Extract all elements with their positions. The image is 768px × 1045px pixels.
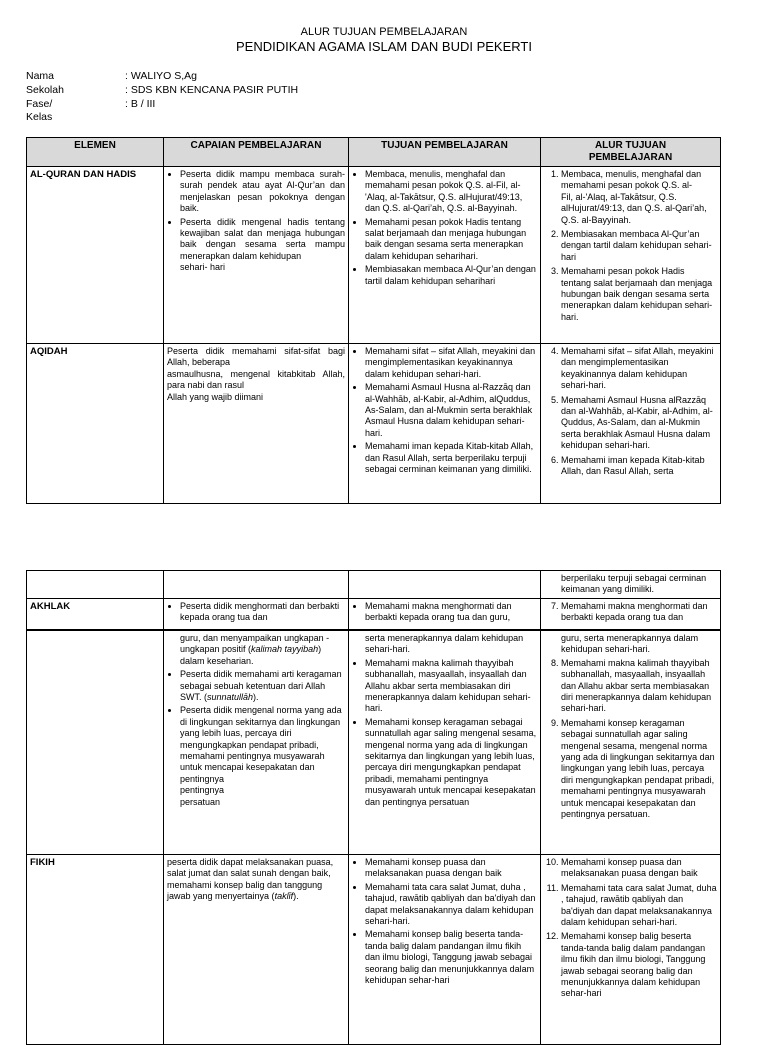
cp-akhlak: [164, 598, 349, 629]
empty-cell: [27, 631, 164, 855]
list-item: 11. Memahami tata cara salat Jumat, duha , tahajud, rawātib qabliyah dan ba'diyah dan dapat melaksanakannya dalam kehidupan sehari-hari.: [561, 883, 717, 929]
text-italic: sunnatullāh: [207, 692, 254, 703]
header-capaian: CAPAIAN PEMBELAJARAN: [164, 138, 349, 167]
text-italic: kalimah tayyibah: [251, 644, 319, 655]
table-row-fikih: [27, 855, 721, 1045]
kelas-label: Kelas: [26, 111, 53, 123]
text-span: ).: [253, 692, 259, 703]
nama-label: Nama: [26, 70, 55, 82]
list-item: • Peserta didik mampu membaca surah-surah pendek atau ayat Al-Qur’an dan menjelaskan pesan pokoknya dengan baik.: [180, 169, 345, 215]
list-item: • Memahami makna menghormati dan berbakti kepada orang tua dan guru,: [365, 601, 537, 624]
tp-aqidah: [349, 344, 541, 504]
elemen-alquran: AL-QURAN DAN HADIS: [27, 167, 164, 344]
list-item: • Memahami iman kepada Kitab-kitab Allah, dan Rasul Allah, serta berperilaku terpuji sebagai cerminan keimanan yang dimiliki.: [365, 441, 537, 475]
fase-label: Fase/: [26, 98, 53, 110]
text-span: Peserta didik memahami arti keragaman sebagai sebuah ketentuan dari Allah SWT. (: [180, 669, 342, 703]
elemen-aqidah: AQIDAH: [27, 344, 164, 504]
list-item: 4. Memahami sifat – sifat Allah, meyakini dan mengimplementasikan keyakinannya dalam kehidupan sehari-hari.: [561, 346, 717, 392]
list-item: [180, 669, 345, 703]
atp-table-page3: [26, 630, 721, 1045]
tp-akhlak: [349, 598, 541, 629]
text-span: ) dalam keseharian.: [180, 644, 322, 666]
fase-value: : B / III: [125, 98, 156, 110]
list-item: 8. Memahami makna kalimah thayyibah subhanallah, masyaallah, insyaallah dan Allahu akbar serta membiasakan diri menerapkannya dalam kehidupan sehari-hari.: [561, 658, 717, 715]
list-item: • Memahami Asmaul Husna al-Razzāq dan al-Wahhāb, al-Kabir, al-Adhim, alQuddus, As-Salam, dan al-Mukmin serta berakhlak Asmaul Husna dalam kehidupan sehari-hari.: [365, 382, 537, 439]
list-item: • Membaca, menulis, menghafal dan memahami pesan pokok Q.S. al-Fil, al-'Alaq, al-Takātsur, Q.S. alHujurat/49:13, dan Q.S. al-Qari’ah, Q.S. al-Bayyinah.: [365, 169, 537, 215]
empty-cell: [164, 571, 349, 599]
list-item: 1. Membaca, menulis, menghafal dan memahami pesan pokok Q.S. al- Fil, al-'Alaq, al-Takātsur, Q.S. alHujurat/49:13, dan Q.S. al-Qari’ah, Q.S. al-Bayyinah.: [561, 169, 717, 226]
list-item: 2. Membiasakan membaca Al-Qur’an dengan tartil dalam kehidupan sehari-hari: [561, 229, 717, 263]
list-item: • Memahami sifat – sifat Allah, meyakini dan mengimplementasikan keyakinannya dalam kehidupan sehari-hari.: [365, 346, 537, 380]
list-item: • Memahami konsep keragaman sebagai sunnatullah agar saling mengenal sesama, mengenal norma yang ada di lingkungan sekitarnya dan lingkungan yang lebih luas, percaya diri mengungkapkan pendapat pribadi, memahami pentingnya musyawarah untuk mencapai kesepakatan dan pentingnya persatuan: [365, 717, 537, 808]
list-item: • Memahami konsep balig beserta tanda-tanda balig dalam pandangan ilmu fikih dan ilmu biologi, Tanggung jawab sebagai seorang balig dan menunjukkannya dalam kehidupan sehar-hari: [365, 929, 537, 986]
atp-aqidah: [541, 344, 721, 504]
list-item: 9. Memahami konsep keragaman sebagai sunnatullah agar saling mengenal sesama, mengenal norma yang ada di lingkungan sekitarnya dan lingkungan yang lebih luas, percaya diri mengungkapkan pendapat pribadi, memahami pentingnya musyawarah untuk mencapai kesepakatan dan pentingnya persatuan.: [561, 718, 717, 821]
info-sekolah: [26, 83, 298, 97]
list-item: 7. Memahami makna menghormati dan berbakti kepada orang tua dan: [561, 601, 717, 624]
atp-akhlak-intro: guru, serta menerapkannya dalam kehidupan sehari-hari.: [561, 633, 699, 655]
list-item: • Membiasakan membaca Al-Qur’an dengan tartil dalam kehidupan seharihari: [365, 264, 537, 287]
elemen-akhlak: AKHLAK: [27, 598, 164, 629]
nama-value: : WALIYO S,Ag: [125, 70, 197, 82]
list-item: • Peserta didik mengenal norma yang ada di lingkungan sekitarnya dan lingkungan yang lebih luas, percaya diri mengungkapkan pendapat pribadi, memahami pentingnya musyawarah untuk mencapai kesepakatan dan pentingnya pentingnya persatuan: [180, 705, 345, 808]
atp-alquran: [541, 167, 721, 344]
list-item: • Memahami makna kalimah thayyibah subhanallah, masyaallah, insyaallah dan Allahu akbar serta membiasakan diri menerapkannya dalam kehidupan sehari-hari.: [365, 658, 537, 715]
header-tujuan: TUJUAN PEMBELAJARAN: [349, 138, 541, 167]
atp-table-page1: [26, 137, 721, 504]
atp-akhlak: [541, 598, 721, 629]
tp-akhlak-intro: serta menerapkannya dalam kehidupan sehari-hari.: [365, 633, 524, 655]
cp-akhlak-continued: [164, 631, 349, 855]
list-item: • Peserta didik mengenal hadis tentang kewajiban salat dan menjaga hubungan baik dengan sesama serta mampu menerapkan dalam kehidupan sehari- hari: [180, 217, 345, 274]
text-span: guru, dan menyampaikan ungkapan - ungkapan positif (: [180, 633, 330, 655]
empty-cell: [349, 571, 541, 599]
text-span: peserta didik dapat melaksanakan puasa, salat jumat dan salat sunah dengan baik, memahami konsep balig dan tanggung jawab yang menyertainya (: [167, 857, 334, 902]
list-item: 12. Memahami konsep balig beserta tanda-tanda balig dalam pandangan ilmu fikih dan ilmu biologi, Tanggung jawab sebagai seorang balig dan menunjukkannya dalam kehidupan sehar-hari: [561, 931, 717, 999]
list-item: 6. Memahami iman kepada Kitab-kitab Allah, dan Rasul Allah, serta: [561, 455, 717, 478]
table-row-aqidah: [27, 344, 721, 504]
info-kelas: [26, 110, 125, 124]
list-item: • Memahami pesan pokok Hadis tentang salat berjamaah dan menjaga hubungan baik dengan sesama serta menerapkan dalam kehidupan seharihari.: [365, 217, 537, 263]
table-row-akhlak: [27, 598, 721, 629]
text-span: ).: [293, 891, 299, 902]
atp-aqidah-continued: berperilaku terpuji sebagai cerminan keimanan yang dimiliki.: [541, 571, 721, 599]
atp-fikih: [541, 855, 721, 1045]
list-item: 10. Memahami konsep puasa dan melaksanakan puasa dengan baik: [561, 857, 717, 880]
document-title-line2: PENDIDIKAN AGAMA ISLAM DAN BUDI PEKERTI: [236, 39, 532, 54]
list-item: 5. Memahami Asmaul Husna alRazzāq dan al-Wahhāb, al-Kabir, al-Adhim, al-Quddus, As-Salam, dan al-Mukmin serta berakhlak Asmaul Husna dalam kehidupan sehari-hari.: [561, 395, 717, 452]
list-item: • Memahami tata cara salat Jumat, duha , tahajud, rawātib qabliyah dan ba'diyah dan dapat melaksanakannya dalam kehidupan sehari-hari.: [365, 882, 537, 928]
tp-akhlak-continued: [349, 631, 541, 855]
atp-table-page2: [26, 570, 721, 630]
empty-cell: [27, 571, 164, 599]
sekolah-label: Sekolah: [26, 84, 64, 96]
atp-akhlak-continued: [541, 631, 721, 855]
tp-fikih: [349, 855, 541, 1045]
table-row-akhlak-continued: [27, 631, 721, 855]
header-elemen: ELEMEN: [27, 138, 164, 167]
cp-aqidah: Peserta didik memahami sifat-sifat bagi Allah, beberapa asmaulhusna, mengenal kitabkitab Allah, para nabi dan rasul Allah yang wajib diimani: [164, 344, 349, 504]
cp-fikih: [164, 855, 349, 1045]
cp-alquran: [164, 167, 349, 344]
sekolah-value: : SDS KBN KENCANA PASIR PUTIH: [125, 84, 299, 96]
list-item: • Peserta didik menghormati dan berbakti kepada orang tua dan: [180, 601, 345, 624]
table-row-alquran: [27, 167, 721, 344]
document-title-line1: ALUR TUJUAN PEMBELAJARAN: [300, 26, 468, 38]
info-fase: [26, 97, 155, 111]
text-italic: taklīf: [274, 891, 294, 902]
cp-akhlak-intro: [180, 633, 345, 667]
tp-alquran: [349, 167, 541, 344]
list-item: 3. Memahami pesan pokok Hadis tentang salat berjamaah dan menjaga hubungan baik dengan sesama serta menerapkan dalam kehidupan sehari-hari.: [561, 266, 717, 323]
header-alur: ALUR TUJUAN PEMBELAJARAN: [541, 138, 721, 167]
info-nama: [26, 69, 197, 83]
list-item: • Memahami konsep puasa dan melaksanakan puasa dengan baik: [365, 857, 537, 880]
elemen-fikih: FIKIH: [27, 855, 164, 1045]
